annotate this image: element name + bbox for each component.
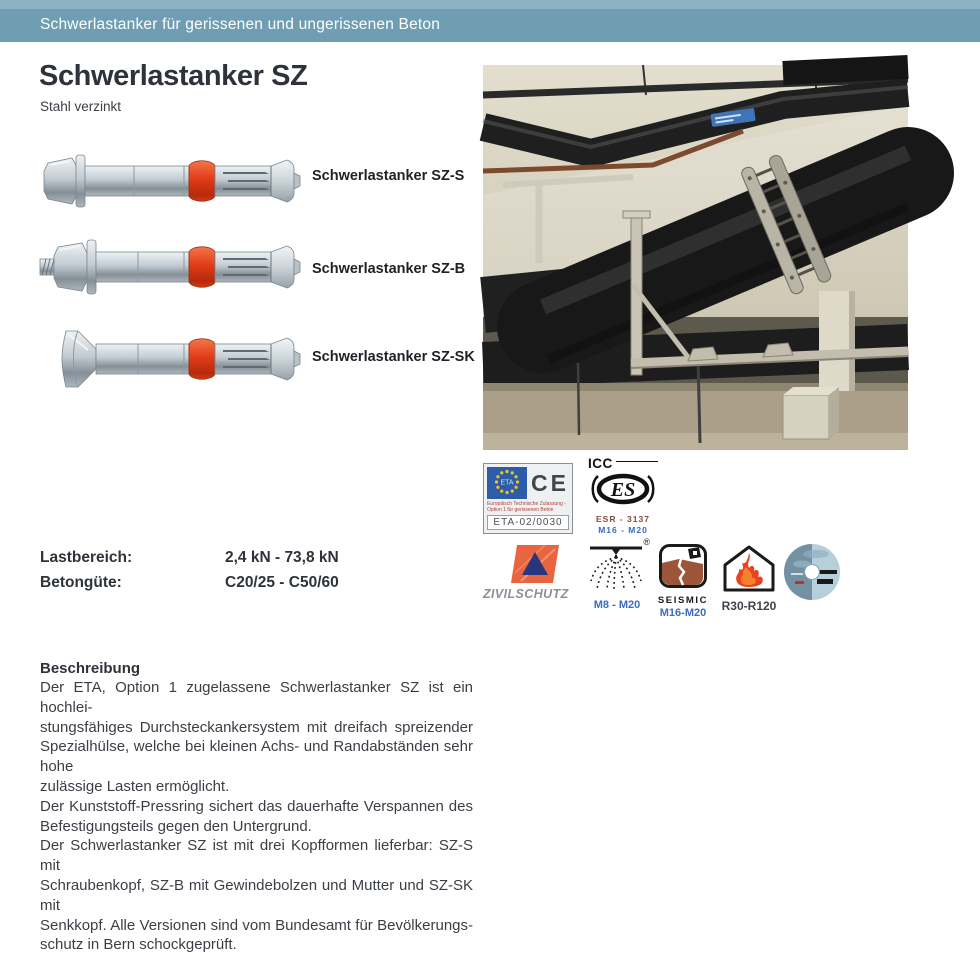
variant-label-sz-b: Schwerlastanker SZ-B [312, 261, 466, 277]
page-subtitle: Stahl verzinkt [40, 99, 122, 114]
ce-note: Europäisch Technische Zulassung - Option 1 für gerissenen Beton [487, 501, 566, 513]
spec-row-lastbereich [40, 549, 460, 567]
zivilschutz-icon [511, 543, 559, 585]
zivilschutz-badge [483, 543, 579, 601]
spec-label: Lastbereich: [40, 549, 133, 566]
ce-mark: CE [531, 469, 569, 496]
description-text [40, 678, 473, 955]
sprinkler-size-range: M8 - M20 [593, 599, 641, 611]
description-line: Befestigungsteils gegen den Untergrund. [40, 817, 312, 835]
icc-org-text: ICC [588, 456, 613, 471]
spec-value: 2,4 kN - 73,8 kN [225, 549, 339, 566]
description-line: Der Schwerlastanker SZ ist mit drei Kopfformen lieferbar: SZ-S mit [40, 837, 473, 875]
eu-flag-icon [487, 467, 527, 499]
icc-report-number: ESR - 3137 [596, 514, 650, 524]
sprinkler-icon [589, 541, 645, 593]
sprinkler-badge [586, 537, 650, 611]
seismic-label: SEISMIC [657, 595, 709, 606]
description-line: Der ETA, Option 1 zugelassene Schwerlastanker SZ ist ein hochlei- [40, 679, 473, 716]
header-bar [0, 0, 980, 42]
registered-trademark-icon: ® [643, 537, 650, 547]
spec-label: Betongüte: [40, 574, 122, 591]
description-line: schutz in Bern schockgeprüft. [40, 936, 237, 954]
icc-size-range: M16 - M20 [598, 525, 648, 535]
icc-es-ellipse-icon [589, 471, 657, 507]
variant-label-sz-s: Schwerlastanker SZ-S [312, 168, 465, 184]
description-heading: Beschreibung [40, 660, 141, 677]
es-mark-text: ES [610, 479, 636, 501]
icc-es-badge [588, 456, 658, 535]
header-title: Schwerlastanker für gerissenen und ungerissenen Beton [40, 16, 441, 33]
page-title: Schwerlastanker SZ [39, 60, 308, 92]
description-line: zulässige Lasten ermöglicht. [40, 777, 230, 795]
anchor-image-sz-s [38, 145, 300, 217]
fire-resistance-label: R30-R120 [721, 599, 777, 613]
description-line: Senkkopf. Alle Versionen sind vom Bundesamt für Bevölkerungs- [40, 916, 473, 934]
spec-row-betonguete [40, 574, 460, 592]
seismic-icon [659, 544, 707, 588]
zivilschutz-label: ZIVILSCHUTZ [483, 587, 569, 601]
anchor-image-sz-sk [38, 323, 300, 395]
description-line: Der Kunststoff-Pressring sichert das dauerhafte Verspannen des [40, 797, 473, 815]
description-line: Schraubenkopf, SZ-B mit Gewindebolzen und Mutter und SZ-SK mit [40, 876, 473, 914]
eta-approval-number: ETA-02/0030 [487, 515, 569, 530]
eta-badge-text: ETA [500, 479, 514, 487]
icc-line [616, 461, 658, 462]
cd-disc-icon [783, 543, 843, 606]
seismic-badge [657, 544, 709, 619]
description-line: Spezialhülse, welche bei kleinen Achs- und Randabständen sehr hohe [40, 738, 473, 776]
application-photo [483, 65, 908, 450]
anchor-image-sz-b [38, 231, 300, 303]
spec-value: C20/25 - C50/60 [225, 574, 339, 591]
header-stripe [0, 0, 980, 9]
ce-eta-approval-badge [483, 463, 573, 534]
variant-label-sz-sk: Schwerlastanker SZ-SK [312, 349, 475, 365]
fire-resistance-icon [722, 544, 776, 594]
fire-resistance-badge [719, 544, 779, 613]
seismic-size-range: M16-M20 [659, 607, 707, 619]
description-line: stungsfähiges Durchsteckankersystem mit dreifach spreizender [40, 718, 473, 736]
